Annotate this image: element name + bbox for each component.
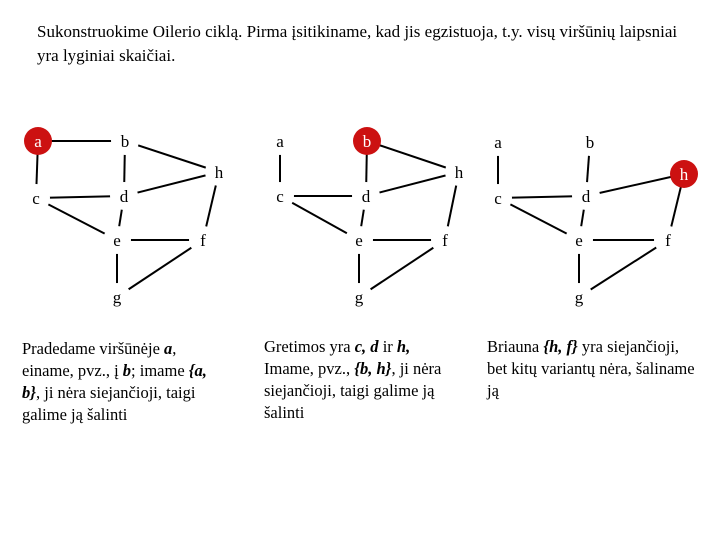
edge-d-h bbox=[586, 174, 684, 196]
node-e bbox=[345, 226, 373, 254]
node-d bbox=[110, 182, 138, 210]
node-label-f: f bbox=[200, 231, 206, 250]
node-label-c: c bbox=[32, 189, 40, 208]
node-f bbox=[189, 226, 217, 254]
edge-d-h bbox=[124, 172, 219, 196]
caption-run: , ji nėra siejančioji, taigi galime ją šalinti bbox=[264, 359, 442, 422]
caption-run: {a, b} bbox=[22, 361, 207, 402]
node-label-h: h bbox=[214, 163, 224, 182]
edge-f-g bbox=[359, 240, 445, 297]
node-label-a: a bbox=[494, 133, 502, 152]
caption-step-3 bbox=[487, 336, 702, 402]
caption-run: ir bbox=[378, 337, 397, 356]
node-label-g: g bbox=[112, 288, 122, 307]
graph-panel-1 bbox=[22, 127, 233, 311]
node-label-c: c bbox=[276, 187, 284, 206]
caption-run: {h, f} bbox=[543, 337, 578, 356]
caption-run: c, d bbox=[354, 337, 379, 356]
caption-run: b bbox=[122, 361, 132, 380]
node-label-g: g bbox=[354, 288, 364, 307]
node-f bbox=[431, 226, 459, 254]
node-g bbox=[345, 283, 373, 311]
node-d bbox=[572, 182, 600, 210]
node-label-f: f bbox=[665, 231, 671, 250]
node-label-b: b bbox=[362, 132, 372, 151]
node-c bbox=[484, 184, 512, 212]
node-label-a: a bbox=[276, 132, 284, 151]
node-b bbox=[353, 127, 381, 155]
graph-panel-3 bbox=[484, 128, 698, 311]
node-label-f: f bbox=[442, 231, 448, 250]
node-e bbox=[565, 226, 593, 254]
caption-run: yra siejančioji, bet kitų variantų nėra, šaliname ją bbox=[487, 337, 695, 400]
node-e bbox=[103, 226, 131, 254]
caption-run: Pradedame viršūnėje bbox=[22, 339, 165, 358]
node-c bbox=[22, 184, 50, 212]
node-label-b: b bbox=[120, 132, 130, 151]
node-g bbox=[565, 283, 593, 311]
node-g bbox=[103, 283, 131, 311]
caption-run: , einame, pvz., į bbox=[22, 339, 177, 380]
node-b bbox=[576, 128, 604, 156]
edge-b-h bbox=[367, 141, 459, 172]
node-label-h: h bbox=[454, 163, 464, 182]
node-label-d: d bbox=[361, 187, 371, 206]
intro-text: Sukonstruokime Oilerio ciklą. Pirma įsitikiname, kad jis egzistuoja, t.y. visų viršūnių laipsniai yra lyginiai skaičiai. bbox=[37, 22, 678, 65]
node-label-h: h bbox=[679, 165, 689, 184]
caption-run: Briauna bbox=[487, 337, 544, 356]
node-c bbox=[266, 182, 294, 210]
node-label-d: d bbox=[119, 187, 129, 206]
node-label-a: a bbox=[34, 132, 42, 151]
caption-run: Imame, pvz., bbox=[264, 359, 355, 378]
node-label-e: e bbox=[355, 231, 363, 250]
node-h bbox=[445, 158, 473, 186]
node-f bbox=[654, 226, 682, 254]
node-h bbox=[205, 158, 233, 186]
node-a bbox=[266, 127, 294, 155]
edge-d-h bbox=[366, 172, 459, 196]
caption-run: Gretimos yra bbox=[264, 337, 355, 356]
edge-b-h bbox=[125, 141, 219, 172]
node-label-b: b bbox=[585, 133, 595, 152]
caption-run: ; imame bbox=[131, 361, 189, 380]
caption-run: , ji nėra siejančioji, taigi galime ją šalinti bbox=[22, 383, 196, 424]
node-label-e: e bbox=[113, 231, 121, 250]
node-a bbox=[484, 128, 512, 156]
graph-panel-2 bbox=[266, 127, 473, 311]
caption-run: a bbox=[164, 339, 173, 358]
caption-step-1 bbox=[22, 338, 227, 426]
node-b bbox=[111, 127, 139, 155]
caption-run: {b, h} bbox=[354, 359, 392, 378]
node-d bbox=[352, 182, 380, 210]
edge-f-g bbox=[579, 240, 668, 297]
node-label-g: g bbox=[574, 288, 584, 307]
node-label-c: c bbox=[494, 189, 502, 208]
node-h bbox=[670, 160, 698, 188]
node-a bbox=[24, 127, 52, 155]
caption-step-2 bbox=[264, 336, 459, 424]
caption-run: h, bbox=[396, 337, 411, 356]
node-label-d: d bbox=[581, 187, 591, 206]
edge-f-g bbox=[117, 240, 203, 297]
node-label-e: e bbox=[575, 231, 583, 250]
